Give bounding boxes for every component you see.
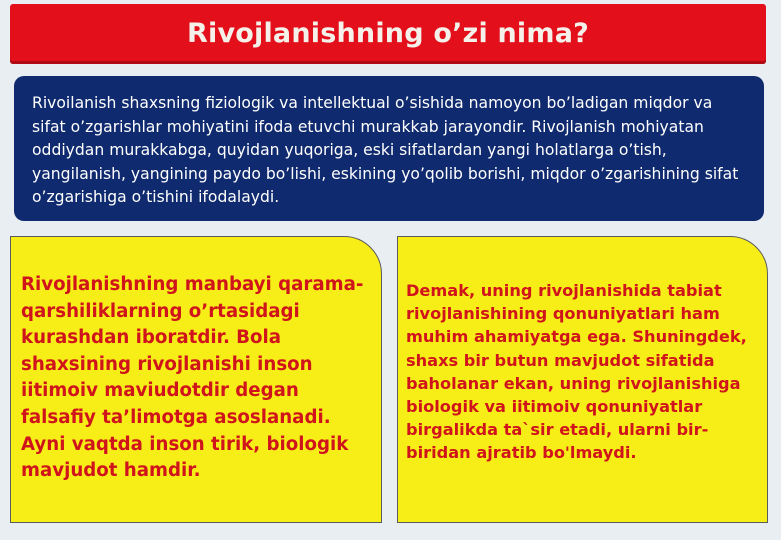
left-info-card: [10, 236, 382, 523]
intro-panel: [14, 76, 764, 221]
right-card-paragraph: Demak, uning rivojlanishida tabiat rivojlanishining qonuniyatlari ham muhim ahamiyatga ega. Shuningdek, shaxs bir butun mavjudot sifatida baholanar ekan, uning rivojlanishiga biologik va iitimoiv qonuniyatlar birgalikda ta`sir etadi, ularni bir-biridan ajratib bo'lmaydi.: [406, 281, 747, 463]
right-info-card: [397, 236, 768, 523]
page-title: Rivojlanishning o’zi nima?: [187, 18, 589, 49]
intro-paragraph: Rivoilanish shaxsning fiziologik va intellektual o’sishida namoyon bo’ladigan miqdor va sifat o’zgarishlar mohiyatini ifoda etuvchi murakkab jarayondir. Rivojlanish mohiyatan oddiydan murakkabga, quyidan yuqoriga, eski sifatlardan yangi holatlarga o’tish, yangilanish, yangining paydo bo’lishi, eskining yo’qolib borishi, miqdor o’zgarishining sifat o’zgarishiga o’tishini ifodalaydi.: [32, 94, 739, 206]
left-card-paragraph: Rivojlanishning manbayi qarama-qarshiliklarning o’rtasidagi kurashdan iboratdir. Bola shaxsining rivojlanishi inson iitimoiv maviudotdir degan falsafiy ta’limotga asoslanadi. Ayni vaqtda inson tirik, biologik mavjudot hamdir.: [21, 274, 364, 482]
title-banner: [10, 4, 766, 64]
